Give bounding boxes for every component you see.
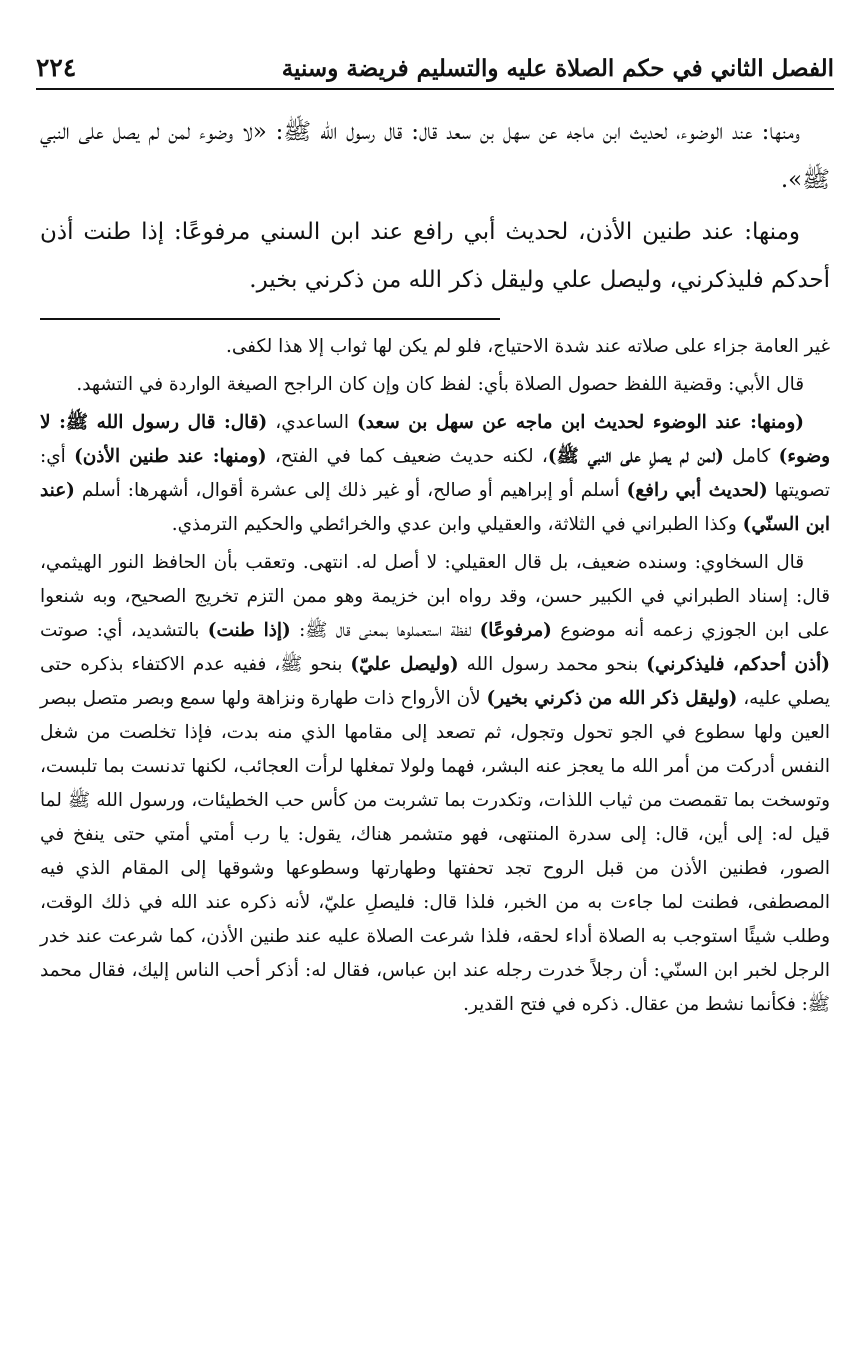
bold-quote-segment: (ومنها: عند طنين الأذن) (74, 446, 267, 467)
page-number: ٢٢٤ (36, 53, 77, 82)
text-segment: كامل (723, 446, 779, 467)
text-segment: قال السخاوي: وسنده ضعيف، بل قال العقيلي: لا أصل له. انتهى. وتعقب بأن الحافظ النور الهيثمي، قال: إسناد الطبراني في الكبير حسن، وقد رواه ابن خزيمة وهو ممن التزم تخريج الصحيح، وبه شنعوا على ابن الجوزي زعمه أنه موضوع (40, 552, 830, 641)
note-paragraph-3 (40, 406, 830, 542)
chapter-title: الفصل الثاني في حكم الصلاة عليه والتسليم فريضة وسنية (281, 55, 834, 82)
bold-quote-segment: (لمن لم يصلِ على النبي ﷺ) (547, 446, 724, 467)
text-segment: بالتشديد، أي: صوتت (40, 620, 208, 641)
text-segment: أي: تصويتها (40, 446, 830, 501)
text-segment: بنحو ﷺ، ففيه عدم الاكتفاء بذكره حتى يصلي عليه، (40, 654, 830, 709)
bold-quote-segment: (مرفوعًا) (479, 620, 552, 641)
bold-quote-segment: (لحديث أبي رافع) (626, 480, 768, 501)
bold-quote-segment: (وليقل ذكر الله من ذكرني بخير) (486, 688, 738, 709)
bold-quote-segment: (ومنها: عند الوضوء لحديث ابن ماجه عن سهل بن سعد) (356, 412, 804, 433)
text-segment: ، لكنه حديث ضعيف كما في الفتح، (266, 446, 548, 467)
footnote-separator (40, 318, 500, 320)
page-header (36, 48, 834, 90)
text-segment: أسلم أو إبراهيم أو صالح، أو غير ذلك إلى عشرة أقوال، أشهرها: أسلم (74, 480, 627, 501)
text-segment: الساعدي، (267, 412, 357, 433)
text-segment: وكذا الطبراني في الثلاثة، والعقيلي وابن عدي والخرائطي والحكيم الترمذي. (171, 514, 743, 535)
commentary-notes (40, 330, 830, 1026)
note-paragraph-4 (40, 546, 830, 1022)
main-paragraph-wudu: ومنها: عند الوضوء، لحديث ابن ماجه عن سهل بن سعد قال: قال رسول الله ﷺ: «لا وضوء لمن لم يصل على النبي ﷺ». (40, 119, 830, 193)
bold-quote-segment: (عند ابن السنّي) (40, 480, 830, 535)
text-segment: بنحو محمد رسول الله (458, 654, 647, 675)
text-segment: لأن الأرواح ذات طهارة ونزاهة ولها سمع وبصر متصل ببصر العين ولها سطوع في الجو تحول وتجول، ثم تصعد إلى مقامها الذي منه بدت، فإذا تخلصت من شغل النفس أدركت من أمر الله ما يعجز عنه البشر، فهما ولولا تمغلها لرأت العجائب، لكنها تدنست بما تلبست، وتوسخت بما تقمصت من ثياب اللذات، وتكدرت بما تشربت من كأس حب الخطيئات، ورسول الله ﷺ لما قيل له: إلى أين، قال: إلى سدرة المنتهى، فهو متشمر هناك، يقول: يا رب أمتي أمتي حتى ينفخ في الصور، فطنين الأذن من قبل الروح تجد تحفتها وطهارتها وسطوعها وشوقها إلى المقام الذي فيه المصطفى، فطنت لما جاءت به من الخبر، فلذا قال: فليصلِ عليّ، لأنه ذكره عند الله في ذلك الوقت، وطلب شيئًا استوجب به الصلاة أداء لحقه، فلذا شرعت الصلاة عليه عند طنين الأذن، كما شرعت عند خدر الرجل لخبر ابن السنّي: أن رجلاً خدرت رجله عند ابن عباس، فقال له: أذكر أحب الناس إليك، فقال محمد ﷺ: فكأنما نشط من عقال. ذكره في فتح القدير. (40, 688, 830, 1015)
main-text (40, 108, 830, 308)
bold-quote-segment: (وليصل عليّ) (350, 654, 459, 675)
bold-quote-segment: (إذا طنت) (207, 620, 291, 641)
note-paragraph-2: قال الأبي: وقضية اللفظ حصول الصلاة بأي: لفظ كان وإن كان الراجح الصيغة الواردة في التشهد. (76, 374, 804, 395)
bold-quote-segment: (قال: قال رسول الله ﷺ: لا وضوء) (40, 412, 830, 467)
note-paragraph-1: غير العامة جزاء على صلاته عند شدة الاحتياج، فلو لم يكن لها ثواب إلا هذا لكفى. (226, 336, 830, 357)
text-segment: لفظة استعملوها بمعنى قال ﷺ: (290, 620, 480, 641)
main-paragraph-ear-ringing: ومنها: عند طنين الأذن، لحديث أبي رافع عند ابن السني مرفوعًا: إذا طنت أذن أحدكم فليذكرني، وليصل علي وليقل ذكر الله من ذكرني بخير. (40, 219, 830, 293)
bold-quote-segment: (أذن أحدكم، فليذكرني) (646, 654, 830, 675)
